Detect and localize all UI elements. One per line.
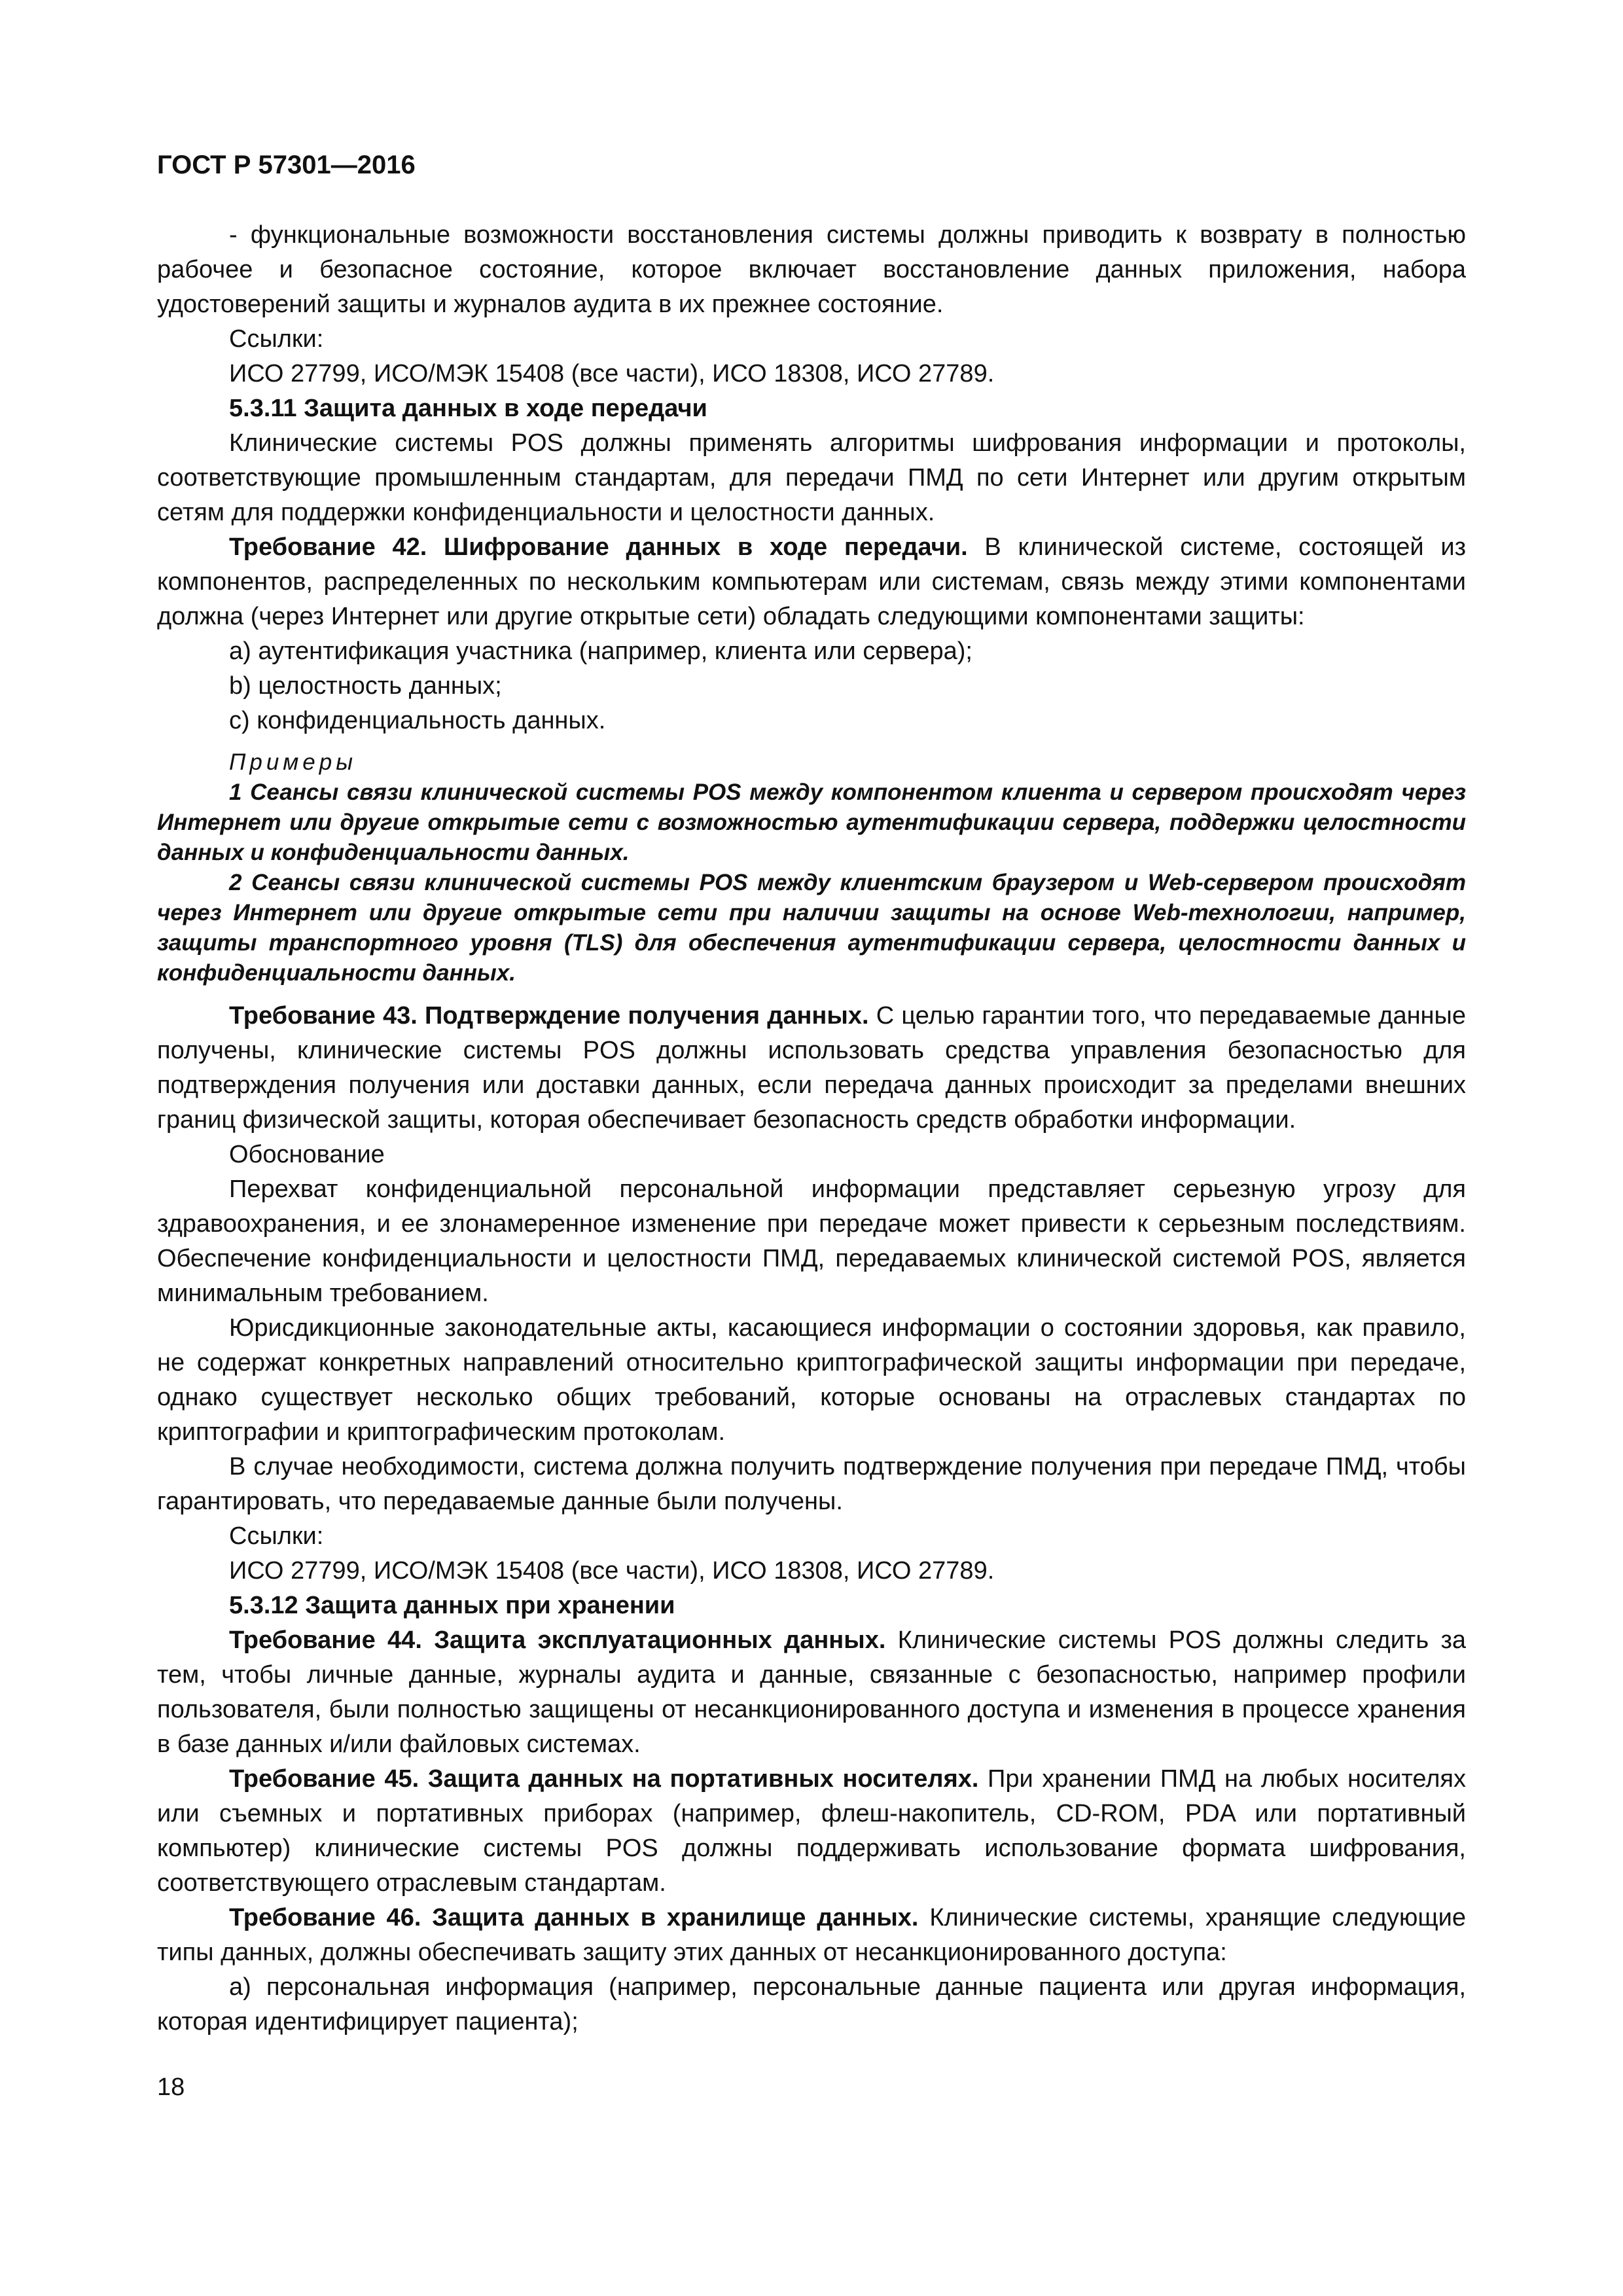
requirement-title: Требование 42. Шифрование данных в ходе передачи.	[229, 533, 968, 561]
requirement-text: Клинические системы POS должны следить за тем, чтобы личные данные, журналы аудита и данные, связанные с безопасностью, например профили пользователя, были полностью защищены от несанкционированного доступа и изменения в процессе хранения в базе данных и/или файловых системах.	[157, 1626, 1466, 1758]
requirement-paragraph	[157, 1762, 1466, 1901]
requirement-text: С целью гарантии того, что передаваемые данные получены, клинические системы POS должны использовать средства управления безопасностью для подтверждения получения или доставки данных, если передача данных происходит за пределами внешних границ физической защиты, которая обеспечивает безопасность средств обработки информации.	[157, 1002, 1466, 1134]
page-number: 18	[157, 2073, 185, 2101]
requirement-title: Требование 43. Подтверждение получения данных.	[229, 1002, 869, 1030]
list-item: a) аутентификация участника (например, клиента или сервера);	[229, 637, 972, 665]
requirement-paragraph	[157, 1623, 1466, 1762]
examples-title: Примеры	[229, 749, 357, 775]
paragraph: В случае необходимости, система должна получить подтверждение получения при передаче ПМД, чтобы гарантировать, что передаваемые данные были получены.	[157, 1453, 1466, 1515]
paragraph: - функциональные возможности восстановления системы должны приводить к возврату в полностью рабочее и безопасное состояние, которое включает восстановление данных приложения, набора удостоверений защиты и журналов аудита в их прежнее состояние.	[157, 221, 1466, 318]
paragraph: Перехват конфиденциальной персональной информации представляет серьезную угрозу для здравоохранения, и ее злонамеренное изменение при передаче может привести к серьезным последствиям. Обеспечение конфиденциальности и целостности ПМД, передаваемых клинической системой POS, является минимальным требованием.	[157, 1175, 1466, 1307]
section-heading: 5.3.11 Защита данных в ходе передачи	[229, 395, 707, 422]
example-item: 2 Сеансы связи клинической системы POS между клиентским браузером и Web-сервером происходят через Интернет или другие открытые сети при наличии защиты на основе Web-технологии, например, защиты транспортного уровня (TLS) для обеспечения аутентификации сервера, целостности данных и конфиденциальности данных.	[157, 870, 1466, 986]
requirement-title: Требование 44. Защита эксплуатационных данных.	[229, 1626, 886, 1654]
requirement-paragraph	[157, 1901, 1466, 1970]
list-item: b) целостность данных;	[229, 672, 502, 700]
examples-block	[157, 747, 1466, 988]
document-page	[157, 148, 1466, 2039]
section-heading: 5.3.12 Защита данных при хранении	[229, 1592, 675, 1619]
requirement-paragraph	[157, 530, 1466, 634]
requirement-title: Требование 46. Защита данных в хранилище данных.	[229, 1904, 919, 1931]
paragraph: Юрисдикционные законодательные акты, касающиеся информации о состоянии здоровья, как правило, не содержат конкретных направлений относительно криптографической защиты информации при передаче, однако существует несколько общих требований, которые основаны на отраслевых стандартах по криптографии и криптографическим протоколам.	[157, 1314, 1466, 1446]
requirement-paragraph	[157, 999, 1466, 1138]
paragraph: Ссылки:	[229, 325, 324, 353]
paragraph: ИСО 27799, ИСО/МЭК 15408 (все части), ИСО 18308, ИСО 27789.	[229, 360, 995, 387]
paragraph: Ссылки:	[229, 1522, 324, 1550]
requirement-text: В клинической системе, состоящей из компонентов, распределенных по нескольким компьютерам или системам, связь между этими компонентами должна (через Интернет или другие открытые сети) обладать следующими компонентами защиты:	[157, 533, 1466, 630]
document-header: ГОСТ Р 57301—2016	[157, 151, 416, 179]
requirement-text: Клинические системы, хранящие следующие типы данных, должны обеспечивать защиту этих данных от несанкционированного доступа:	[157, 1904, 1467, 1966]
requirement-text: При хранении ПМД на любых носителях или съемных и портативных приборах (например, флеш-накопитель, CD-ROM, PDA или портативный компьютер) клинические системы POS должны поддерживать использование формата шифрования, соответствующего отраслевым стандартам.	[157, 1765, 1466, 1897]
list-item: а) персональная информация (например, персональные данные пациента или другая информация, которая идентифицирует пациента);	[157, 1973, 1466, 2036]
paragraph: Клинические системы POS должны применять алгоритмы шифрования информации и протоколы, соответствующие промышленным стандартам, для передачи ПМД по сети Интернет или другим открытым сетям для поддержки конфиденциальности и целостности данных.	[157, 429, 1466, 526]
requirement-title: Требование 45. Защита данных на портативных носителях.	[229, 1765, 979, 1793]
list-item: c) конфиденциальность данных.	[229, 707, 606, 734]
paragraph: ИСО 27799, ИСО/МЭК 15408 (все части), ИСО 18308, ИСО 27789.	[229, 1557, 995, 1585]
paragraph: Обоснование	[229, 1141, 385, 1168]
example-item: 1 Сеансы связи клинической системы POS между компонентом клиента и сервером происходят через Интернет или другие открытые сети с возможностью аутентификации сервера, поддержки целостности данных и конфиденциальности данных.	[157, 780, 1466, 865]
